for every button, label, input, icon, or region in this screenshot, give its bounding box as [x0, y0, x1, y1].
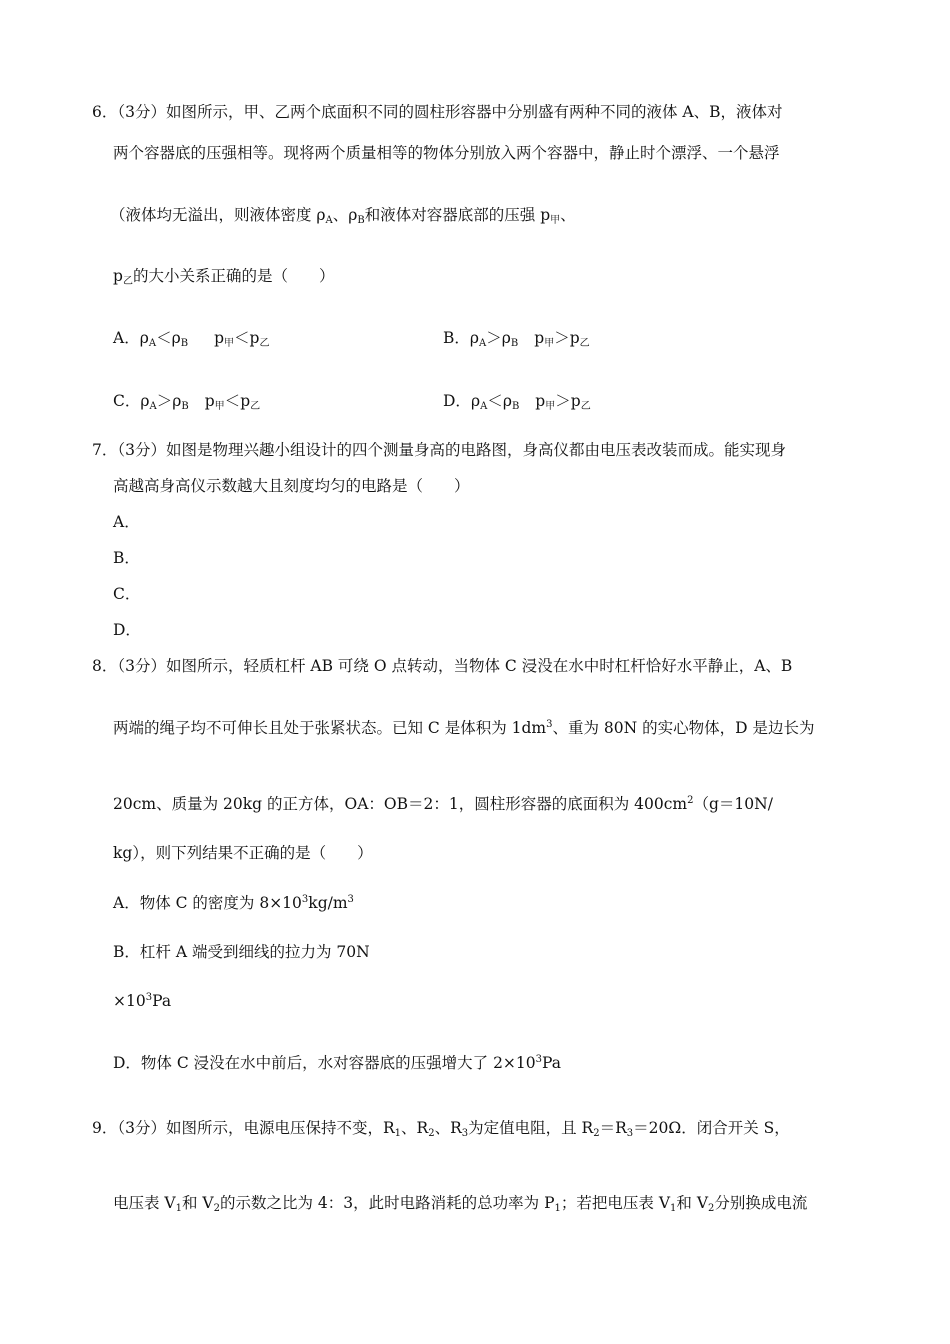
q6-option-a[interactable]: A．$\rho_A<\rho_B$ $p_甲<p_乙$ — [113, 329, 270, 349]
q7-option-c[interactable]: C． — [113, 585, 141, 603]
q6-option-d[interactable]: D．$\rho_A<\rho_B$ $p_甲>p_乙$ — [443, 392, 591, 412]
q6-line-1: 6．（3分）如图所示，甲、乙两个底面积不同的圆柱形容器中分别盛有两种不同的液体 A、B，液体对 — [92, 103, 783, 121]
q8-line-2: 两端的绳子均不可伸长且处于张紧状态。已知 C 是体积为 $1dm^3$、重为 80N 的实心物体，D 是边长为 — [113, 719, 815, 737]
q8-line-1: 8．（3分）如图所示，轻质杠杆 AB 可绕 O 点转动，当物体 C 浸没在水中时杠杆恰好水平静止，A、B — [92, 657, 793, 675]
q6-option-c[interactable]: C．$\rho_A>\rho_B$ $p_甲<p_乙$ — [113, 392, 261, 412]
q8-option-b[interactable]: B．杠杆 A 端受到细线的拉力为 70N — [113, 943, 370, 961]
q7-number: 7．（3分） — [92, 441, 166, 459]
q7-line-1: 7．（3分）如图是物理兴趣小组设计的四个测量身高的电路图，身高仪都由电压表改装而成。能实现身 — [92, 441, 786, 459]
q7-line-2: 高越高身高仪示数越大且刻度均匀的电路是（ ） — [113, 477, 470, 495]
q7-option-b[interactable]: B． — [113, 549, 140, 567]
q8-option-d[interactable]: D．物体 C 浸没在水中前后，水对容器底的压强增大了 $2\times 10^3Pa$ — [113, 1054, 562, 1072]
q9-line-1: 9．（3分）如图所示，电源电压保持不变，$R_1$、$R_2$、$R_3$为定值电阻，且 $R_2=R_3=20\Omega$．闭合开关 S， — [92, 1119, 790, 1139]
q8-line-4: kg），则下列结果不正确的是（ ） — [113, 844, 373, 862]
q6-line-3: （液体均无溢出，则液体密度 $\rho_A$、$\rho_B$和液体对容器底部的压强 $p_甲$、 — [110, 206, 576, 226]
q8-number: 8．（3分） — [92, 657, 166, 675]
q9-number: 9．（3分） — [92, 1119, 166, 1137]
q9-line-2: 电压表 $V_1$和 $V_2$的示数之比为 4：3，此时电路消耗的总功率为 $P_1$；若把电压表 $V_1$和 $V_2$分别换成电流 — [113, 1194, 808, 1214]
q6-number: 6．（3分） — [92, 103, 166, 121]
q6-option-b[interactable]: B．$\rho_A>\rho_B$ $p_甲>p_乙$ — [443, 329, 590, 349]
q8-line-3: 20cm、质量为 20kg 的正方体，OA：OB＝2：1，圆柱形容器的底面积为 $400cm^2(g=10N/$ — [113, 795, 773, 813]
q6-line-4: $p_乙$的大小关系正确的是（ ） — [113, 267, 335, 287]
q8-option-c[interactable]: $\times 10^3Pa$ — [113, 992, 172, 1010]
q7-option-d[interactable]: D． — [113, 621, 141, 639]
q6-line-2: 两个容器底的压强相等。现将两个质量相等的物体分别放入两个容器中，静止时个漂浮、一个悬浮 — [113, 144, 780, 162]
q7-option-a[interactable]: A． — [113, 513, 140, 531]
q8-option-a[interactable]: A．物体 C 的密度为 $8\times 10^3kg/m^3$ — [113, 894, 354, 912]
